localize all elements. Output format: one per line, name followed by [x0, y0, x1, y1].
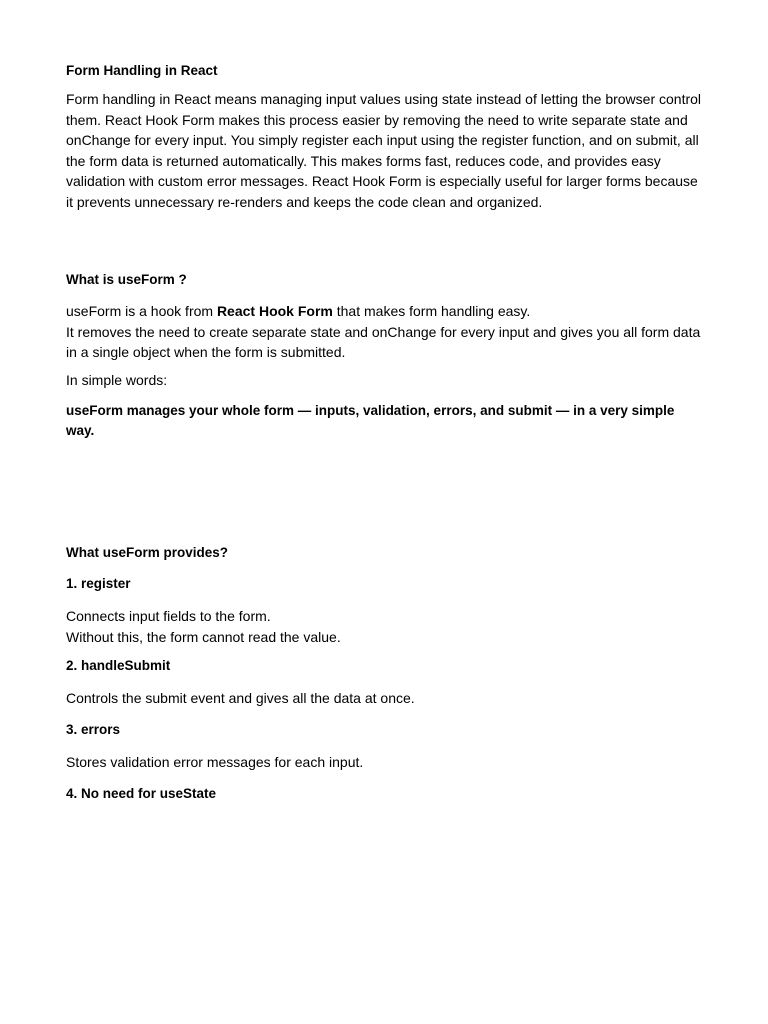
item-errors-desc: Stores validation error messages for each input.	[66, 754, 364, 770]
item-handlesubmit-title: 2. handleSubmit	[66, 658, 171, 673]
react-hook-form-bold: React Hook Form	[216, 303, 333, 319]
item-register-title: 1. register	[66, 576, 131, 591]
what-is-line2: It removes the need to create separate state and onChange for every input and gives you all form data in a single object when the form is submitted.	[66, 323, 701, 360]
item-register-desc-line2: Without this, the form cannot read the value.	[66, 628, 341, 645]
what-is-line1-prefix: useForm is a hook from	[66, 303, 217, 319]
what-is-summary: useForm manages your whole form — inputs, validation, errors, and submit — in a very simple way.	[66, 403, 675, 438]
what-is-line1-suffix: that makes form handling easy.	[332, 303, 531, 319]
provides-heading: What useForm provides?	[66, 545, 229, 560]
intro-paragraph: Form handling in React means managing input values using state instead of letting the browser control them. React Hook Form makes this process easier by removing the need to write separate state and onChange for every input. You simply register each input using the register function, and on submit, all the form data is returned automatically. This makes forms fast, reduces code, and provides easy validation with custom error messages. React Hook Form is especially useful for larger forms because it prevents unnecessary re-renders and keeps the code clean and organized.	[66, 91, 702, 210]
document-title: Form Handling in React	[66, 63, 218, 78]
item-register-desc-line1: Connects input fields to the form.	[66, 608, 271, 624]
item-handlesubmit-desc: Controls the submit event and gives all the data at once.	[66, 690, 415, 706]
item-register-desc	[66, 606, 706, 647]
item-no-usestate-title: 4. No need for useState	[66, 786, 217, 801]
simple-words-label: In simple words:	[66, 372, 168, 388]
item-errors-title: 3. errors	[66, 722, 121, 737]
what-is-heading: What is useForm ?	[66, 272, 187, 287]
what-is-paragraph	[66, 301, 706, 363]
